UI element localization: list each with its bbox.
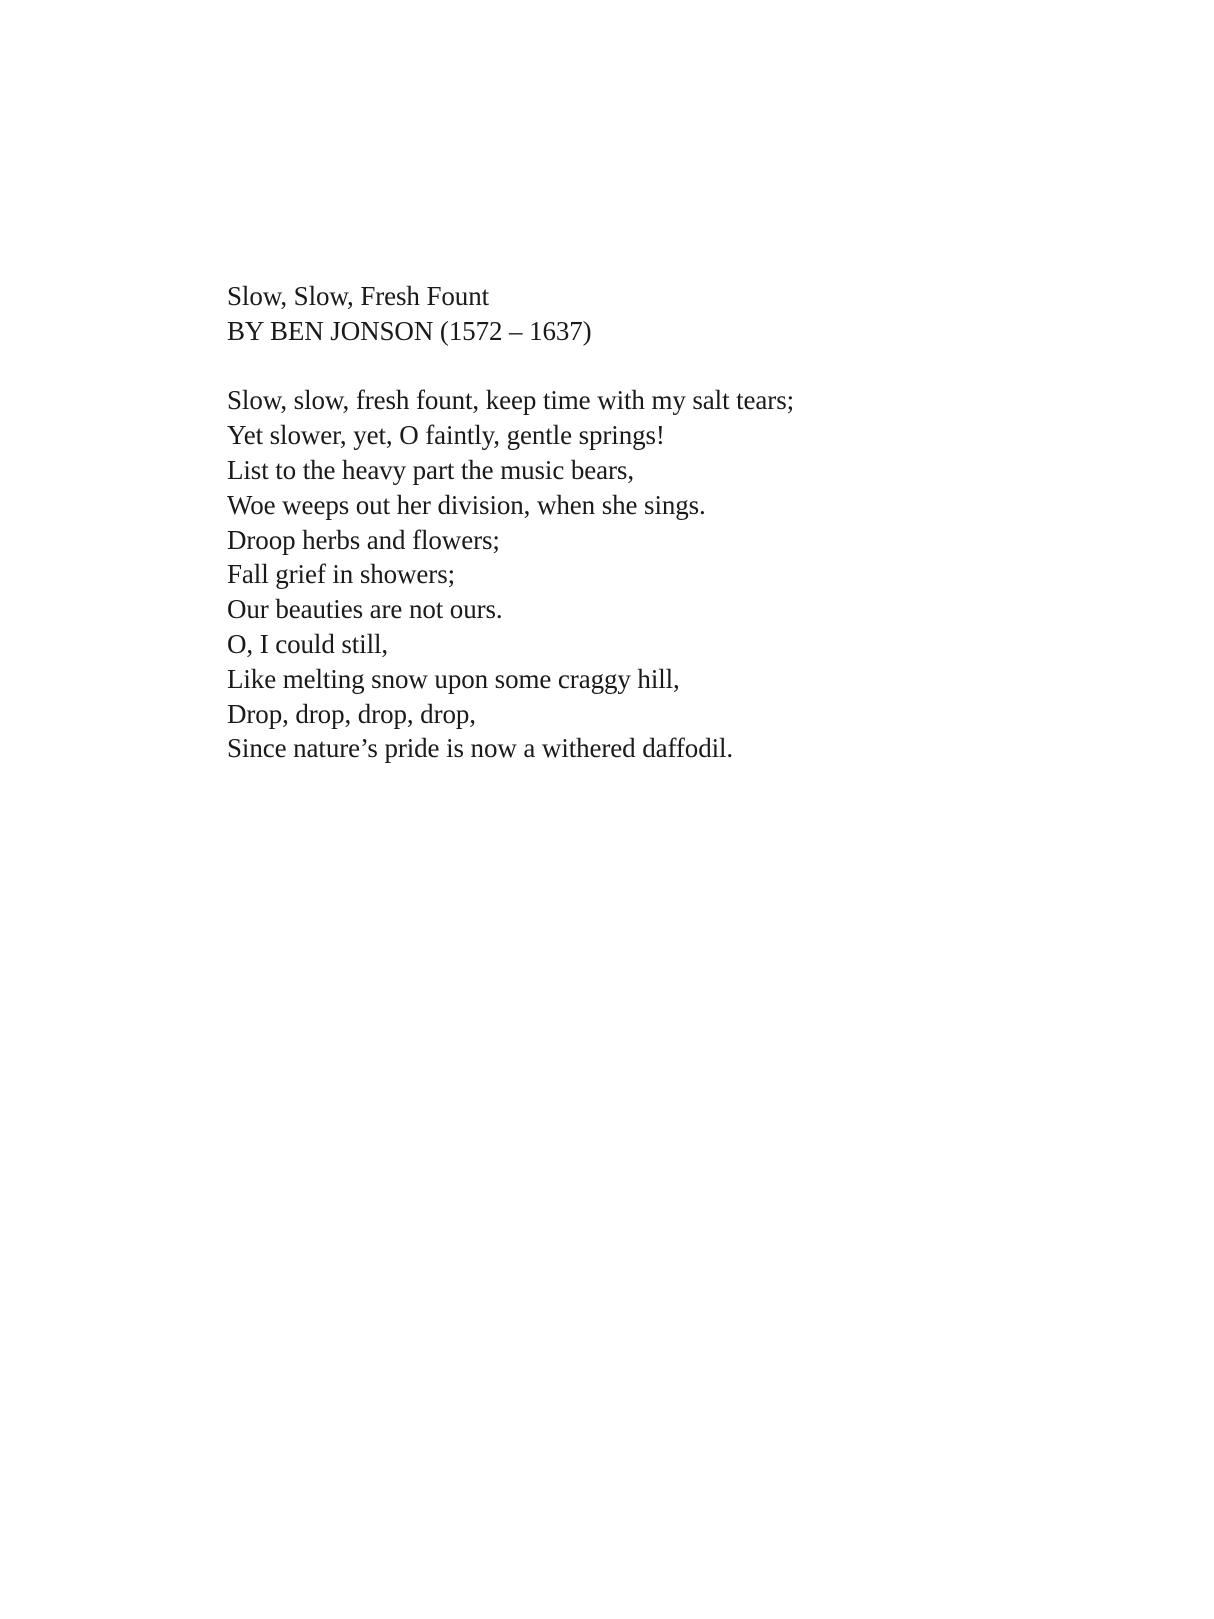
poem-line: Like melting snow upon some craggy hill, <box>227 663 680 694</box>
poem-line: Since nature’s pride is now a withered daffodil. <box>227 733 734 764</box>
poem-line: Fall grief in showers; <box>227 559 456 590</box>
poem-line: Woe weeps out her division, when she sings. <box>227 489 706 520</box>
poem-line: Slow, slow, fresh fount, keep time with my salt tears; <box>227 385 795 416</box>
poem-line: Drop, drop, drop, drop, <box>227 698 476 729</box>
poem-line: Droop herbs and flowers; <box>227 524 500 555</box>
poem-line: Our beauties are not ours. <box>227 594 503 625</box>
poem-body <box>227 383 794 766</box>
poem-line: List to the heavy part the music bears, <box>227 454 634 485</box>
poem-line: Yet slower, yet, O faintly, gentle springs! <box>227 420 665 451</box>
poem-text-block <box>227 279 794 766</box>
poem-line: O, I could still, <box>227 628 389 659</box>
poem-byline: BY BEN JONSON (1572 – 1637) <box>227 315 592 346</box>
poem-title: Slow, Slow, Fresh Fount <box>227 281 489 311</box>
